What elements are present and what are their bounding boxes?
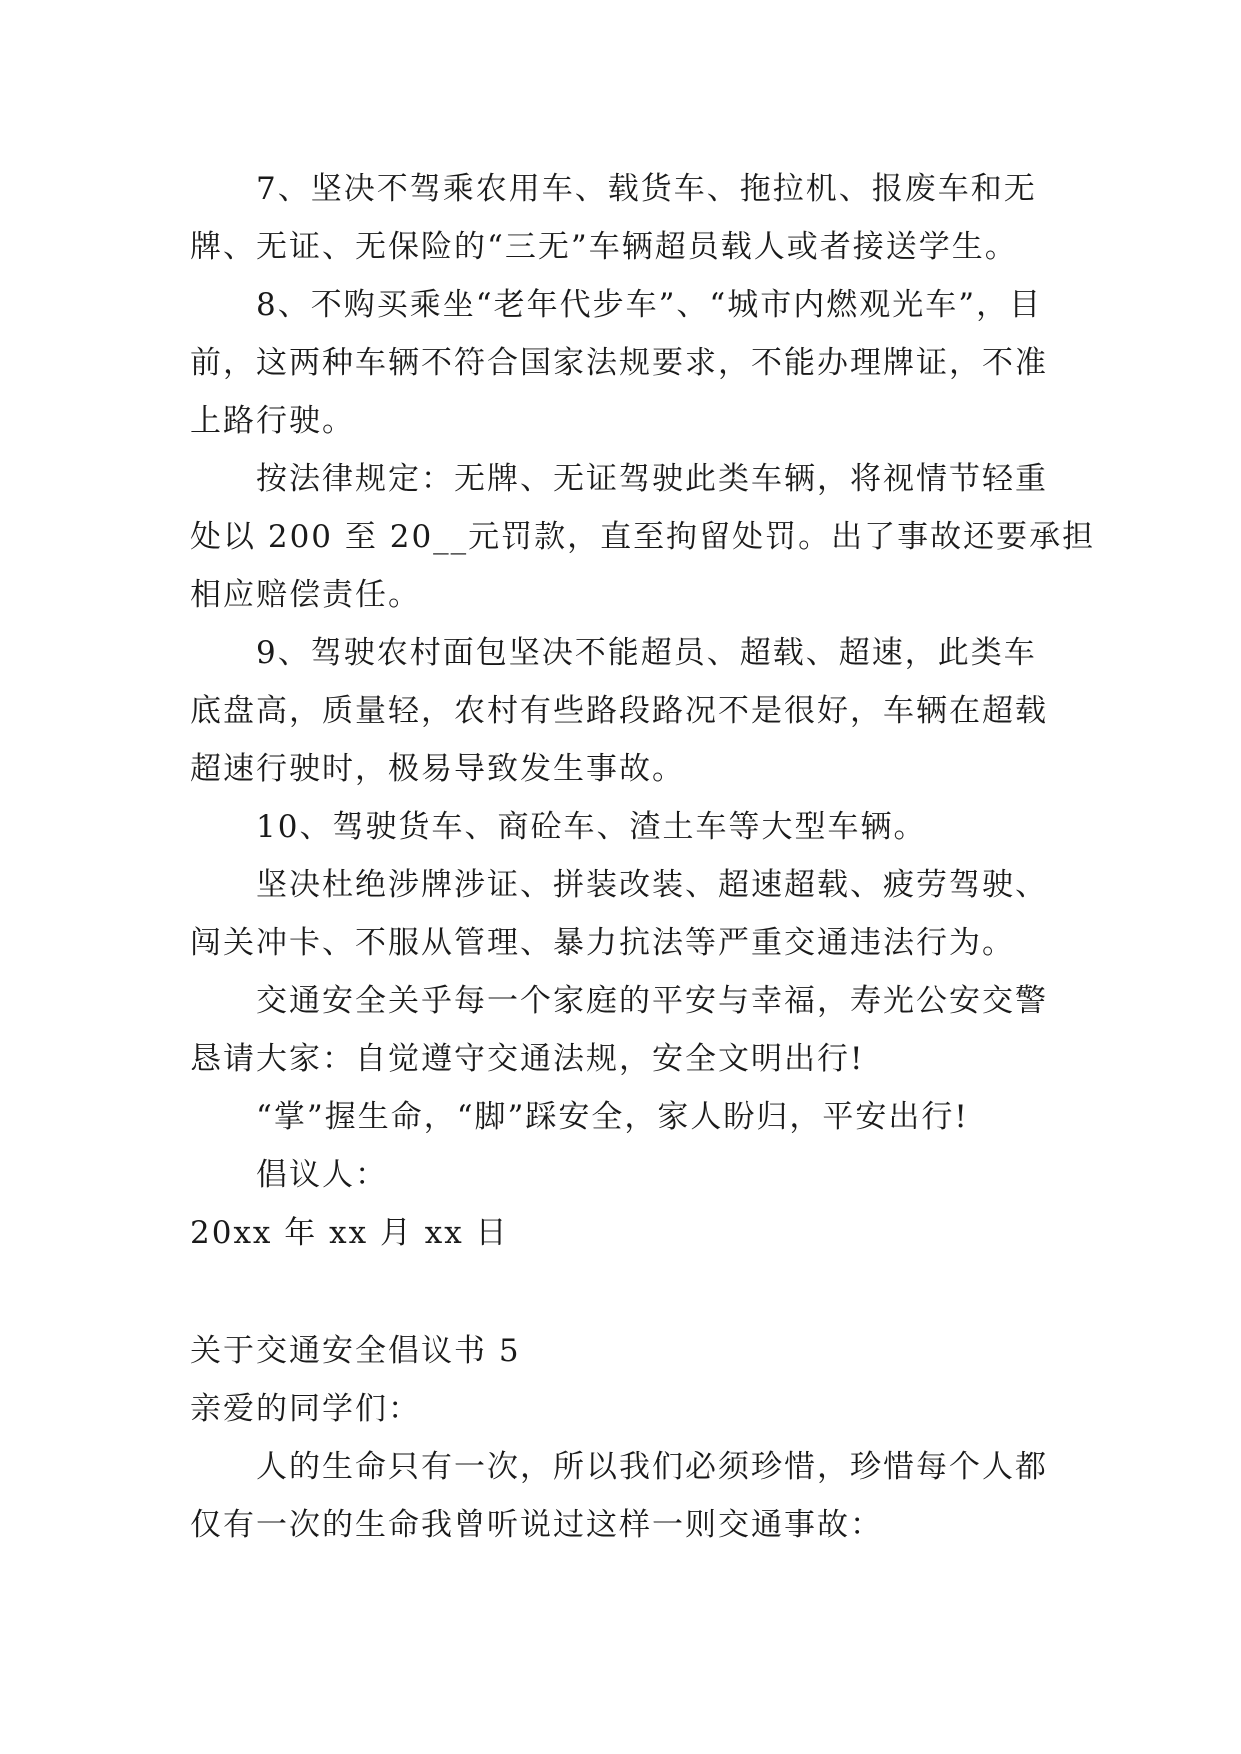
paragraph-line: 处以 200 至 20__元罚款，直至拘留处罚。出了事故还要承担 <box>190 519 1096 555</box>
section-title: 关于交通安全倡议书 5 <box>190 1333 521 1369</box>
paragraph-line: 底盘高，质量轻，农村有些路段路况不是很好，车辆在超载 <box>190 693 1048 729</box>
paragraph-line: 前，这两种车辆不符合国家法规要求，不能办理牌证，不准 <box>190 345 1048 381</box>
paragraph-line: 按法律规定：无牌、无证驾驶此类车辆，将视情节轻重 <box>256 461 1048 497</box>
paragraph-line: 牌、无证、无保险的“三无”车辆超员载人或者接送学生。 <box>190 229 1018 265</box>
section-gap <box>190 1262 1070 1322</box>
paragraph-line: 8、不购买乘坐“老年代步车”、“城市内燃观光车”，目 <box>256 287 1043 323</box>
slogan-line: “掌”握生命，“脚”踩安全，家人盼归，平安出行! <box>256 1099 969 1135</box>
paragraph-line: 超速行驶时，极易导致发生事故。 <box>190 751 685 787</box>
paragraph-line: 仅有一次的生命我曾听说过这样一则交通事故： <box>190 1507 883 1543</box>
paragraph-line: 9、驾驶农村面包坚决不能超员、超载、超速，此类车 <box>256 635 1037 671</box>
paragraph-line: 上路行驶。 <box>190 403 355 439</box>
paragraph-line: 交通安全关乎每一个家庭的平安与幸福，寿光公安交警 <box>256 983 1048 1019</box>
paragraph-line: 10、驾驶货车、商砼车、渣土车等大型车辆。 <box>256 809 927 845</box>
paragraph-line: 闯关冲卡、不服从管理、暴力抗法等严重交通违法行为。 <box>190 925 1015 961</box>
date-line: 20xx 年 xx 月 xx 日 <box>190 1215 509 1251</box>
paragraph-line: 人的生命只有一次，所以我们必须珍惜，珍惜每个人都 <box>256 1449 1048 1485</box>
document-page <box>190 160 1096 1554</box>
paragraph-line: 7、坚决不驾乘农用车、载货车、拖拉机、报废车和无 <box>256 171 1037 207</box>
paragraph-line: 相应赔偿责任。 <box>190 577 421 613</box>
paragraph-line: 坚决杜绝涉牌涉证、拼装改装、超速超载、疲劳驾驶、 <box>256 867 1048 903</box>
greeting: 亲爱的同学们： <box>190 1391 421 1427</box>
paragraph-line: 恳请大家：自觉遵守交通法规，安全文明出行! <box>190 1041 865 1077</box>
signatory-label: 倡议人： <box>256 1157 388 1193</box>
